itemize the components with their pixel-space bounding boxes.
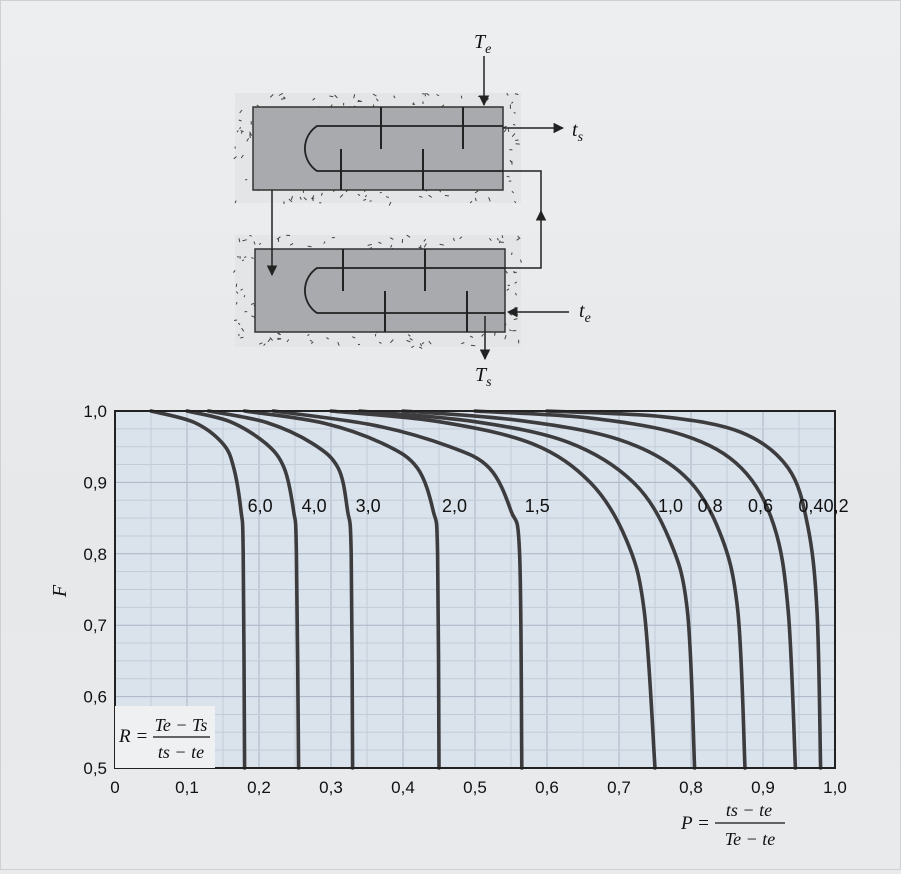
insulation-fleck: [308, 246, 312, 247]
insulation-fleck: [515, 140, 518, 141]
x-tick-label: 0,3: [319, 778, 343, 797]
r-formula-lhs: R =: [118, 726, 148, 747]
chart: [49, 402, 849, 849]
x-tick-label: 1,0: [823, 778, 847, 797]
p-formula-lhs: P =: [680, 813, 710, 834]
x-tick-label: 0,8: [679, 778, 703, 797]
grid: [115, 411, 835, 768]
y-tick-label: 0,9: [83, 473, 107, 492]
y-tick-label: 0,7: [83, 616, 107, 635]
insulation-fleck: [508, 129, 509, 132]
series-label: 3,0: [356, 496, 381, 516]
x-tick-label: 0,7: [607, 778, 631, 797]
series-label: 4,0: [302, 496, 327, 516]
insulation-fleck: [244, 295, 245, 297]
insulation-fleck: [234, 320, 237, 321]
p-formula-numerator: ts − te: [726, 800, 772, 820]
insulation-fleck: [250, 134, 251, 138]
x-tick-label: 0,5: [463, 778, 487, 797]
x-tick-label: 0,6: [535, 778, 559, 797]
x-tick-label: 0,2: [247, 778, 271, 797]
series-label: 0,2: [824, 496, 849, 516]
y-tick-labels: [83, 402, 107, 778]
x-tick-label: 0,9: [751, 778, 775, 797]
y-tick-label: 0,6: [83, 688, 107, 707]
shell-inlet-label: $T_e$: [474, 31, 491, 57]
shell-upper: [253, 107, 503, 190]
x-tick-label: 0,1: [175, 778, 199, 797]
series-label: 1,0: [658, 496, 683, 516]
insulation-fleck: [284, 201, 285, 204]
insulation-fleck: [233, 270, 235, 272]
x-tick-label: 0,4: [391, 778, 415, 797]
y-tick-label: 0,8: [83, 545, 107, 564]
tube-inlet-label: $t_e$: [579, 300, 591, 326]
r-formula: [115, 706, 215, 768]
p-formula: [680, 800, 785, 849]
y-tick-label: 1,0: [83, 402, 107, 421]
insulation-fleck: [495, 332, 496, 335]
insulation-fleck: [283, 97, 285, 98]
insulation-fleck: [370, 201, 372, 202]
insulation-fleck: [502, 235, 503, 238]
tube-outlet-label: $t_s$: [572, 119, 584, 145]
x-tick-labels: [110, 778, 847, 797]
r-formula-numerator: Te − Ts: [155, 715, 208, 735]
series-label: 0,8: [698, 496, 723, 516]
insulation-fleck: [419, 347, 422, 349]
insulation-fleck: [278, 338, 281, 339]
insulation-fleck: [512, 253, 513, 255]
y-tick-label: 0,5: [83, 759, 107, 778]
insulation-fleck: [242, 260, 244, 261]
insulation-fleck: [236, 284, 237, 287]
series-label: 0,4: [798, 496, 823, 516]
figure: [1, 1, 900, 869]
series-label: 1,5: [525, 496, 550, 516]
p-formula-denominator: Te − te: [725, 829, 775, 849]
series-label: 0,6: [748, 496, 773, 516]
insulation-fleck: [509, 181, 512, 182]
r-formula-denominator: ts − te: [158, 742, 204, 762]
exchanger-diagram: [233, 31, 590, 390]
x-tick-label: 0: [110, 778, 119, 797]
series-label: 6,0: [248, 496, 273, 516]
series-label: 2,0: [442, 496, 467, 516]
y-axis-label: F: [49, 584, 71, 598]
insulation-fleck: [471, 345, 475, 346]
shell-outlet-label: $T_s$: [475, 364, 492, 390]
